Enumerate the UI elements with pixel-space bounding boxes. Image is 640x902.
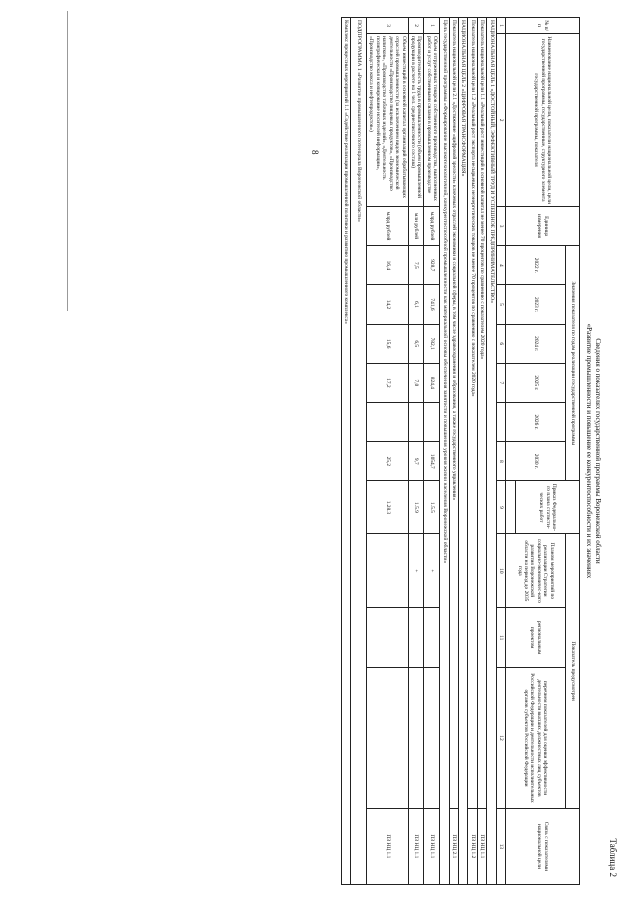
row-unit: млрд рублей xyxy=(424,207,440,246)
col-num: 2 xyxy=(496,34,505,207)
national-goal-1: НАЦИОНАЛЬНАЯ ЦЕЛЬ 1 «ДОСТОЙНЫЙ, ЭФФЕКТИВНЫЙ ТРУД И УСПЕШНОЕ ПРЕДПРИНИМАТЕЛЬСТВО» xyxy=(487,18,496,885)
column-numbers-row xyxy=(496,18,505,885)
row-unit: млрд рублей xyxy=(367,207,408,246)
row-value: 782,1 xyxy=(424,324,440,363)
row-code: ПЗ НЦ 1.1 xyxy=(367,808,408,884)
indicator-2-1: Показатель национальной цели 2.1 «Достижение «цифровой зрелости» ключевых отраслей экономики и социальной сферы, в том числе здравоохранения и образования, а также государственного управления» xyxy=(449,18,458,809)
row-plan: 1.28.3 xyxy=(367,481,408,534)
row-value: 16,4 xyxy=(367,246,408,285)
subprogram-1: ПОДПРОГРАММА 1 «Развитие промышленного потенциала Воронежской области» xyxy=(351,18,367,885)
row-value xyxy=(367,402,408,441)
table-row xyxy=(367,18,408,885)
row-value: 14,2 xyxy=(367,285,408,324)
row-value: 17,2 xyxy=(367,363,408,402)
title-line-2: «Развитие промышленности и повышение ее конкурентоспособности и их значениях xyxy=(585,323,593,579)
col-num: 10 xyxy=(496,534,505,608)
col-num: 4 xyxy=(496,246,505,285)
header-values-group: Значения показателя по годам реализации государственной программы xyxy=(566,246,580,481)
row-unit: млн рублей xyxy=(408,207,424,246)
row-value: 928,7 xyxy=(424,246,440,285)
header-num: № п/п xyxy=(506,18,580,34)
footer-divider xyxy=(67,11,68,311)
national-goal-2: НАЦИОНАЛЬНАЯ ЦЕЛЬ 2 «ЦИФРОВАЯ ТРАНСФОРМАЦИЯ» xyxy=(458,18,467,885)
table-row xyxy=(408,18,424,885)
indicator-1-2-code: ПЗ НЦ 1.2 xyxy=(468,808,477,884)
header-link: Связь с показателями национальной цели xyxy=(506,808,580,884)
col-num: 6 xyxy=(496,324,505,363)
indicators-table xyxy=(341,17,580,885)
row-value xyxy=(408,402,424,441)
row-strategy: + xyxy=(424,534,440,608)
row-value: 25,2 xyxy=(367,442,408,481)
row-strategy: + xyxy=(408,534,424,608)
header-name: Наименование национальной цели, показатели национальной цели, цели государственной программы, государственные, структурного элемента государственной программы, показателя xyxy=(506,34,580,207)
row-value: 6,5 xyxy=(408,324,424,363)
header-2024: 2024 г. xyxy=(506,324,566,363)
row-value: 741,6 xyxy=(424,285,440,324)
row-code: ПЗ НЦ 1.1 xyxy=(424,808,440,884)
row-num: 1 xyxy=(424,18,440,34)
row-name: Объем инвестиций в основной капитал организаций обрабатывающих отраслей промышленности (за исключением видов экономической деятельности «Производство пищевых продуктов», «Производство напитков», «Производство табачных изделий», «Деятельность полиграфическая и копирование носителей информации», «Производство кокса и нефтепродуктов») xyxy=(367,34,408,207)
row-num: 3 xyxy=(367,18,408,34)
table-row xyxy=(424,18,440,885)
row-value: 15,6 xyxy=(367,324,408,363)
col-num: 9 xyxy=(496,481,505,534)
header-2023: 2023 г. xyxy=(506,285,566,324)
row-name: Объем отгруженных товаров собственного производства, выполненных работ и услуг собственными силами в промышленном производстве xyxy=(424,34,440,207)
row-name: Производительность труда в промышленности (объем промышленной продукции в расчете на 1 чел. среднесписочного состава) xyxy=(408,34,424,207)
row-num: 2 xyxy=(408,18,424,34)
row-value xyxy=(424,402,440,441)
process-complex-1-1: Комплекс процессных мероприятий 1.1 «Содействие реализации промышленной политики и развитию промышленного комплекса» xyxy=(341,18,350,885)
header-plan: Приказ Федерально-го плана статисти-ческих работ xyxy=(516,481,580,534)
header-2026: 2026 г. xyxy=(506,402,566,441)
header-list: перечнем показателей для оценки эффективности деятельности высших должностных лиц субъектов Российской Федерации и деятельности исполнительных органов субъектов Российской Федерации xyxy=(506,668,566,809)
row-value: 1054,7 xyxy=(424,442,440,481)
rotated-page xyxy=(60,11,620,891)
row-plan: 1.5.5 xyxy=(424,481,440,534)
col-num: 3 xyxy=(496,207,505,246)
header-2022: 2022 г. xyxy=(506,246,566,285)
col-num: 1 xyxy=(496,18,505,34)
page-number: 8 xyxy=(310,150,320,155)
indicator-1-1: Показатель национальной цели 1.1 «Реальный рост инвестиций в основной капитал не менее 70 процентов по сравнению с показателем 2020 года» xyxy=(477,18,486,809)
row-value: 9,7 xyxy=(408,442,424,481)
row-value: 824,4 xyxy=(424,363,440,402)
header-regional: региональным проектом xyxy=(506,608,566,668)
title-line-1: Сведения о показателях государственной программы Воронежской области xyxy=(594,338,602,564)
header-2030: 2030 г. xyxy=(506,442,566,481)
col-num: 8 xyxy=(496,442,505,481)
col-num: 7 xyxy=(496,363,505,402)
row-plan: 1.5.9 xyxy=(408,481,424,534)
header-unit: Единица измерения xyxy=(506,207,580,246)
col-num: 12 xyxy=(496,668,505,809)
header-2025: 2025 г. xyxy=(506,363,566,402)
header-strategy: Планом мероприятий по реализации Стратегии социально-экономичес-кого развития Воронежской области на период до 2035 года xyxy=(506,534,566,608)
row-value: 7,0 xyxy=(408,363,424,402)
indicator-1-1-code: ПЗ НЦ 1.1 xyxy=(477,808,486,884)
col-num: 13 xyxy=(496,808,505,884)
col-num: 11 xyxy=(496,608,505,668)
document-title xyxy=(584,11,602,891)
header-docs-group: Показатель предусмотрен xyxy=(566,534,580,808)
indicator-1-2: Показатель национальной цели 1.2 «Реальный рост экспорта несырьевых неэнергетических товаров не менее 70 процентов по сравнению с показателем 2020 года» xyxy=(468,18,477,809)
table-label: Таблица 2 xyxy=(608,838,618,877)
program-goal: Цель государственной программы «Формирование высокотехнологичной, конкурентоспособной промышленности как материальной основы обеспечения занятости и повышения уровня жизни населения Воронежской области» xyxy=(440,18,449,885)
row-value: 7,5 xyxy=(408,246,424,285)
row-strategy xyxy=(367,534,408,608)
row-value: 6,1 xyxy=(408,285,424,324)
col-num: 5 xyxy=(496,285,505,324)
indicator-2-1-code: ПЗ НЦ 2.1 xyxy=(449,808,458,884)
row-code: ПЗ НЦ 1.1 xyxy=(408,808,424,884)
